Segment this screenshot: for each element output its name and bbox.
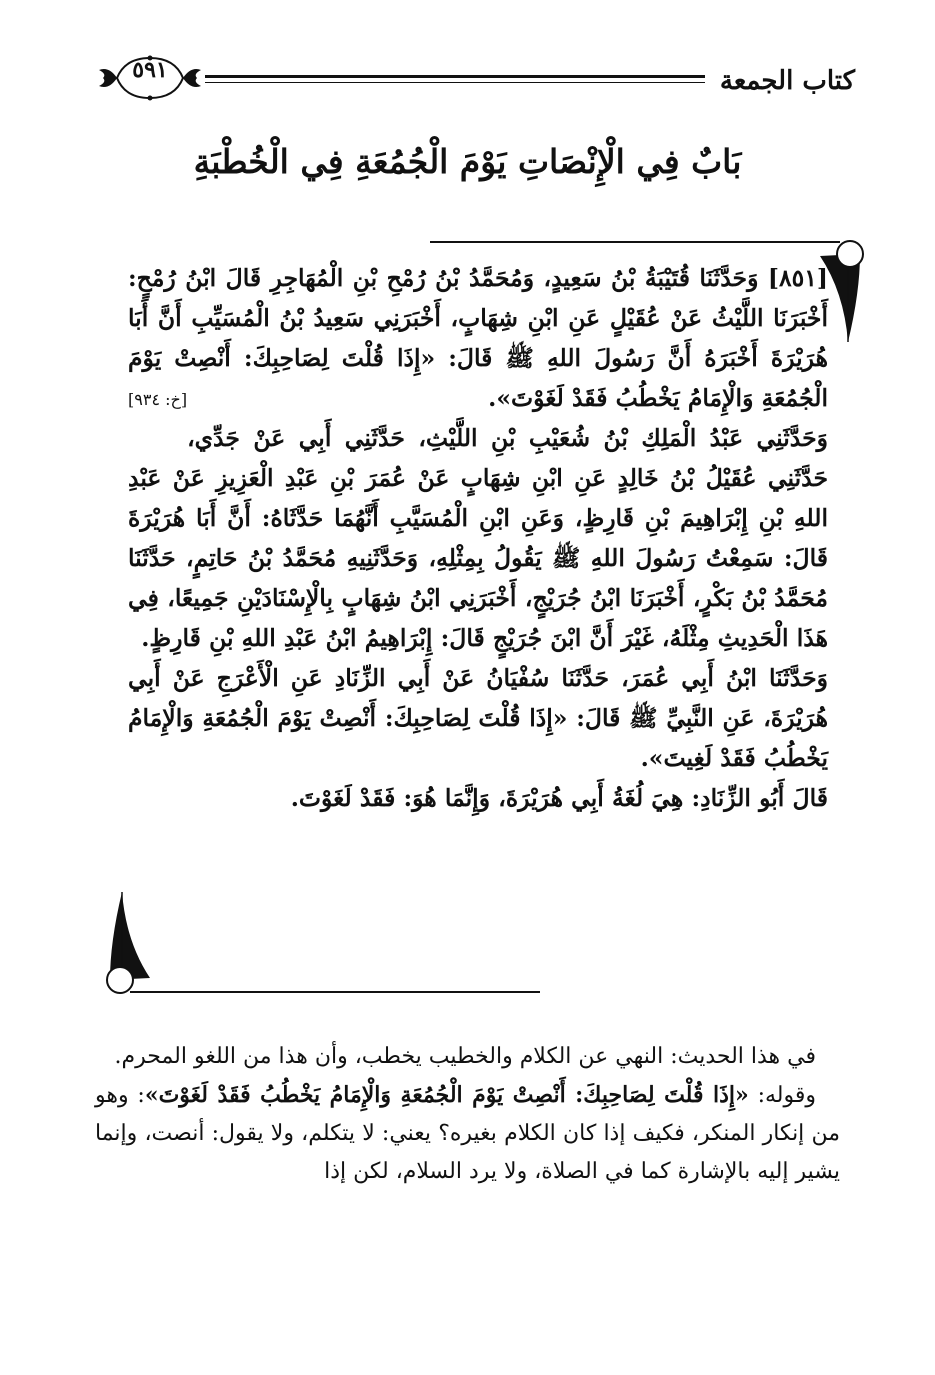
hadith-paragraph-2: وَحَدَّثَنِي عَبْدُ الْمَلِكِ بْنُ شُعَيْبِ بْنِ اللَّيْثِ، حَدَّثَنِي أَبِي عَنْ جَدِّي، حَدَّثَنِي عُقَيْلُ بْنُ خَالِدٍ عَنِ ابْنِ شِهَابٍ عَنْ عُمَرَ بْنِ عَبْدِ الْعَزِيزِ عَنْ عَبْدِ اللهِ بْنِ إِبْرَاهِيمَ بْنِ قَارِظٍ، وَعَنِ ابْنِ الْمُسَيَّبِ أَنَّهُمَا حَدَّثَاهُ: أَنَّ أَبَا هُرَيْرَةَ قَالَ: سَمِعْتُ رَسُولَ اللهِ ﷺ يَقُولُ بِمِثْلِهِ، وَحَدَّثَنِيهِ مُحَمَّدُ بْنُ حَاتِمٍ، حَدَّثَنَا مُحَمَّدُ بْنُ بَكْرٍ، أَخْبَرَنَا ابْنُ جُرَيْجٍ، أَخْبَرَنِي ابْنُ شِهَابٍ بِالْإِسْنَادَيْنِ جَمِيعًا، فِي هَذَا الْحَدِيثِ مِثْلَهُ، غَيْرَ أَنَّ ابْنَ جُرَيْجٍ قَالَ: إِبْرَاهِيمُ ابْنُ عَبْدِ اللهِ بْنِ قَارِظٍ. xyxy=(128,424,828,652)
commentary-rest: : وهو من إنكار المنكر، فكيف إذا كان الكلام بغيره؟ يعني: لا يتكلم، ولا يقول: أنصت، وإنما يشير إليه بالإشارة كما في الصلاة، ولا يرد السلام، لكن إذا xyxy=(95,1083,840,1184)
hadith-paragraph-4: قَالَ أَبُو الزِّنَادِ: هِيَ لُغَةُ أَبِي هُرَيْرَةَ، وَإِنَّمَا هُوَ: فَقَدْ لَغَوْتَ. xyxy=(290,784,828,812)
source-reference: [خ: ٩٣٤] xyxy=(128,390,188,409)
book-title: كتاب الجمعة xyxy=(719,66,855,96)
page-number: ٥٩١ xyxy=(132,57,168,83)
commentary-paragraph-2 xyxy=(95,1076,840,1191)
commentary-lead: وقوله: xyxy=(748,1083,816,1108)
page-header xyxy=(95,48,855,112)
commentary-paragraph-1: في هذا الحديث: النهي عن الكلام والخطيب يخطب، وأن هذا من اللغو المحرم. xyxy=(114,1044,816,1069)
commentary-block xyxy=(95,1038,840,1191)
hadith-paragraph-1 xyxy=(128,258,828,418)
hadith-paragraph-3: وَحَدَّثَنَا ابْنُ أَبِي عُمَرَ، حَدَّثَنَا سُفْيَانُ عَنْ أَبِي الزِّنَادِ عَنِ الْأَعْرَجِ عَنْ أَبِي هُرَيْرَةَ، عَنِ النَّبِيِّ ﷺ قَالَ: «إِذَا قُلْتَ لِصَاحِبِكَ: أَنْصِتْ يَوْمَ الْجُمُعَةِ وَالْإِمَامُ يَخْطُبُ فَقَدْ لَغِيتَ». xyxy=(128,664,828,772)
hadith-block xyxy=(128,258,828,818)
chapter-title: بَابٌ فِي الْإِنْصَاتِ يَوْمَ الْجُمُعَةِ فِي الْخُطْبَةِ xyxy=(193,142,742,181)
commentary-quote: «إِذَا قُلْتَ لِصَاحِبِكَ: أَنْصِتْ يَوْمَ الْجُمُعَةِ وَالْإِمَامُ يَخْطُبُ فَقَدْ لَغَوْتَ» xyxy=(144,1082,749,1108)
hadith-text-1: [٨٥١] وَحَدَّثَنَا قُتَيْبَةُ بْنُ سَعِيدٍ، وَمُحَمَّدُ بْنُ رُمْحِ بْنِ الْمُهَاجِرِ قَالَ ابْنُ رُمْحٍ: أَخْبَرَنَا اللَّيْثُ عَنْ عُقَيْلٍ عَنِ ابْنِ شِهَابٍ، أَخْبَرَنِي سَعِيدُ بْنُ الْمُسَيِّبِ أَنَّ أَبَا هُرَيْرَةَ أَخْبَرَهُ أَنَّ رَسُولَ اللهِ ﷺ قَالَ: «إِذَا قُلْتَ لِصَاحِبِكَ: أَنْصِتْ يَوْمَ الْجُمُعَةِ وَالْإِمَامُ يَخْطُبُ فَقَدْ لَغَوْتَ». xyxy=(128,264,828,412)
header-rule xyxy=(205,75,705,83)
